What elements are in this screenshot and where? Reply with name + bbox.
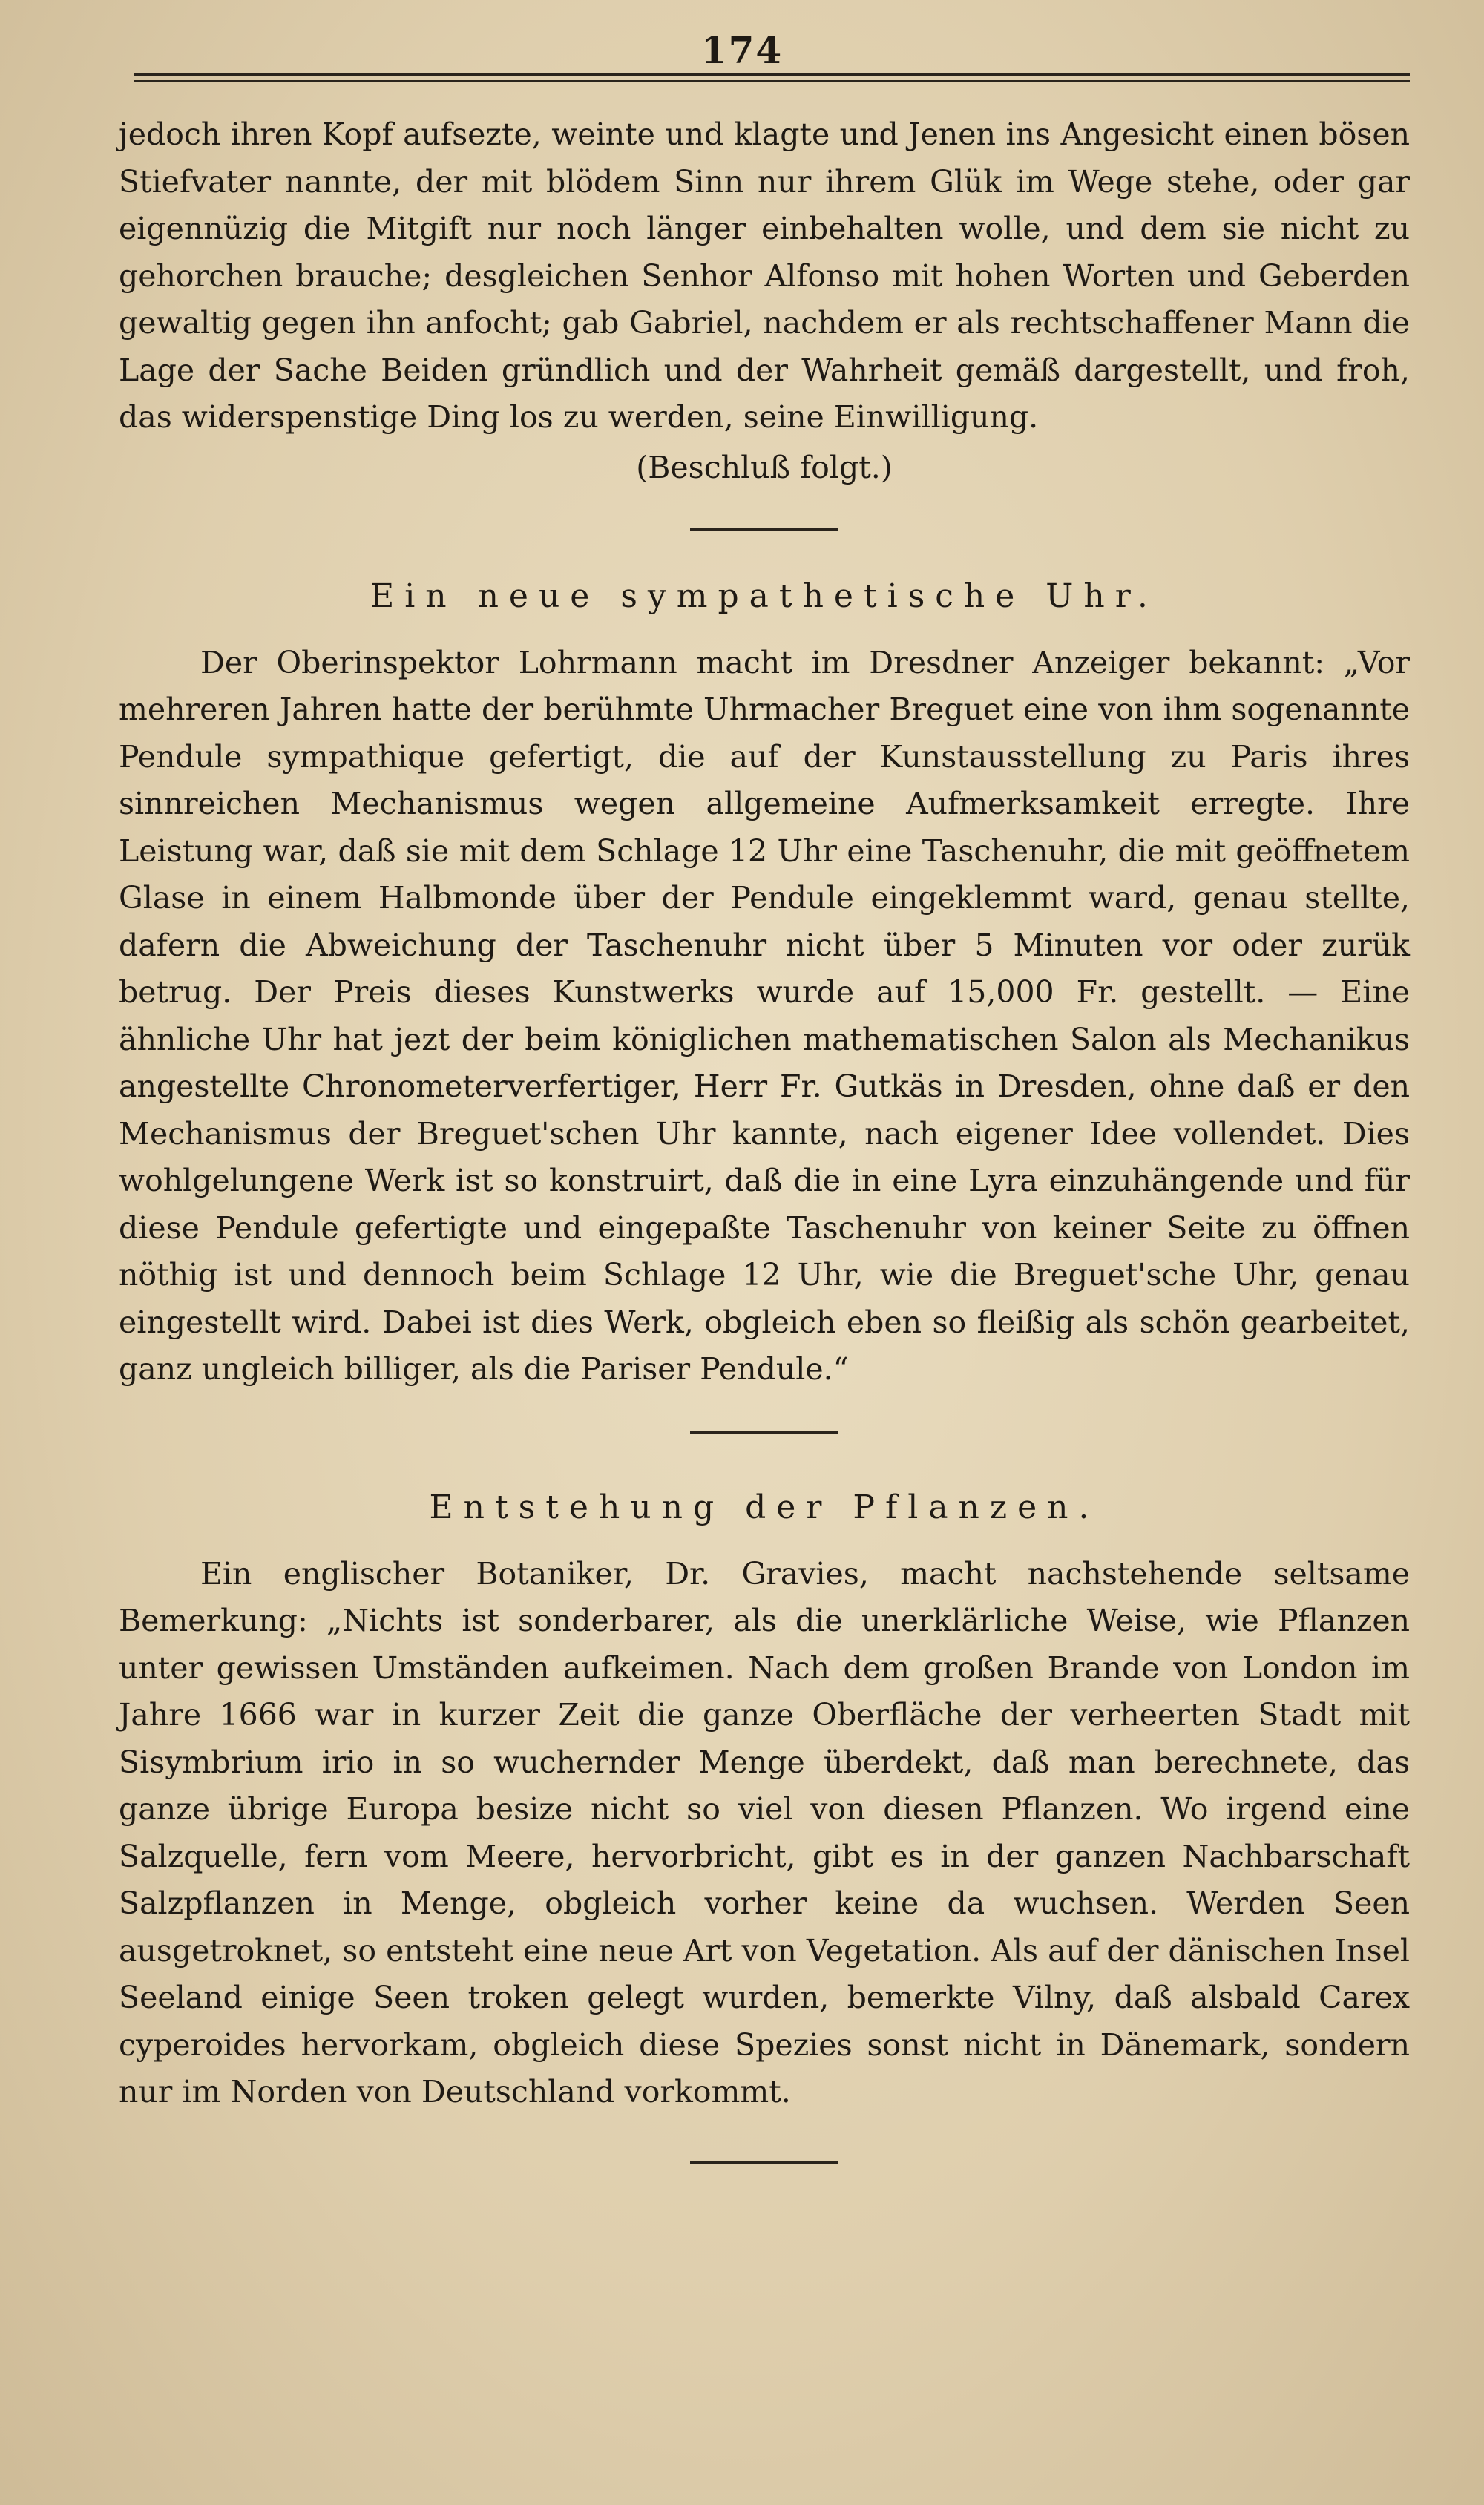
article-body: Der Oberinspektor Lohrmann macht im Dresdner Anzeiger bekannt: „Vor mehreren Jahren hatte der berühmte Uhrmacher Breguet eine von ihm sogenannte Pendule sympathique gefertigt, die auf der Kunstausstellung zu Paris ihres sinnreichen Mechanismus wegen allgemeine Aufmerksamkeit erregte. Ihre Leistung war, daß sie mit dem Schlage 12 Uhr eine Taschenuhr, die mit geöffnetem Glase in einem Halbmonde über der Pendule eingeklemmt ward, genau stellte, dafern die Abweichung der Taschenuhr nicht über 5 Minuten vor oder zurük betrug. Der Preis dieses Kunstwerks wurde auf 15,000 Fr. gestellt. — Eine ähnliche Uhr hat jezt der beim königlichen mathematischen Salon als Mechanikus angestellte Chronometerverfertiger, Herr Fr. Gutkäs in Dresden, ohne daß er den Mechanismus der Breguet'schen Uhr kannte, nach eigener Idee vollendet. Dies wohlgelungene Werk ist so konstruirt, daß die in eine Lyra einzuhängende und für diese Pendule gefertigte und eingepaßte Taschenuhr von keiner Seite zu öffnen nöthig ist und dennoch beim Schlage 12 Uhr, wie die Breguet'sche Uhr, genau eingestellt wird. Dabei ist dies Werk, obgleich eben so fleißig als schön gearbeitet, ganz ungleich billiger, als die Pariser Pendule.“ bbox=[119, 644, 1410, 1387]
continued-story-text: jedoch ihren Kopf aufsezte, weinte und klagte und Jenen ins Angesicht einen bösen Stiefvater nannte, der mit blödem Sinn nur ihrem Glük im Wege stehe, oder gar eigennüzig die Mitgift nur noch länger einbehalten wolle, und dem sie nicht zu gehorchen brauche; desgleichen Senhor Alfonso mit hohen Worten und Geberden gewaltig gegen ihn anfocht; gab Gabriel, nachdem er als rechtschaffener Mann die Lage der Sache Beiden gründlich und der Wahrheit gemäß dargestellt, und froh, das widerspenstige Ding los zu werden, seine Einwilligung. bbox=[119, 116, 1410, 435]
end-divider bbox=[690, 2161, 838, 2164]
page-content bbox=[119, 111, 1410, 2164]
section-divider bbox=[690, 1431, 838, 1434]
article-body: Ein englischer Botaniker, Dr. Gravies, macht nachstehende seltsame Bemerkung: „Nichts ist sonderbarer, als die unerklärliche Weise, wie Pflanzen unter gewissen Umständen aufkeimen. Nach dem großen Brande von London im Jahre 1666 war in kurzer Zeit die ganze Oberfläche der verheerten Stadt mit Sisymbrium irio in so wuchernder Menge überdekt, daß man berechnete, das ganze übrige Europa besize nicht so viel von diesen Pflanzen. Wo irgend eine Salzquelle, fern vom Meere, hervorbricht, gibt es in der ganzen Nachbarschaft Salzpflanzen in Menge, obgleich vorher keine da wuchsen. Werden Seen ausgetroknet, so entsteht eine neue Art von Vegetation. Als auf der dänischen Insel Seeland einige Seen troken gelegt wurden, bemerkte Vilny, daß alsbald Carex cyperoides hervorkam, obgleich diese Spezies sonst nicht in Dänemark, sondern nur im Norden von Deutschland vorkommt. bbox=[119, 1555, 1410, 2110]
article-heading: Ein neue sympathetische Uhr. bbox=[370, 577, 1158, 615]
continued-story bbox=[119, 111, 1410, 491]
header-rule-thin bbox=[134, 80, 1410, 82]
header-rule bbox=[134, 73, 1410, 76]
page-number: 174 bbox=[700, 28, 784, 72]
continuation-note: (Beschluß folgt.) bbox=[636, 449, 893, 485]
article-sympathetic-clock bbox=[119, 574, 1410, 1393]
section-divider bbox=[690, 528, 838, 531]
article-heading: Entstehung der Pflanzen. bbox=[429, 1488, 1100, 1526]
article-plant-origin bbox=[119, 1485, 1410, 2116]
